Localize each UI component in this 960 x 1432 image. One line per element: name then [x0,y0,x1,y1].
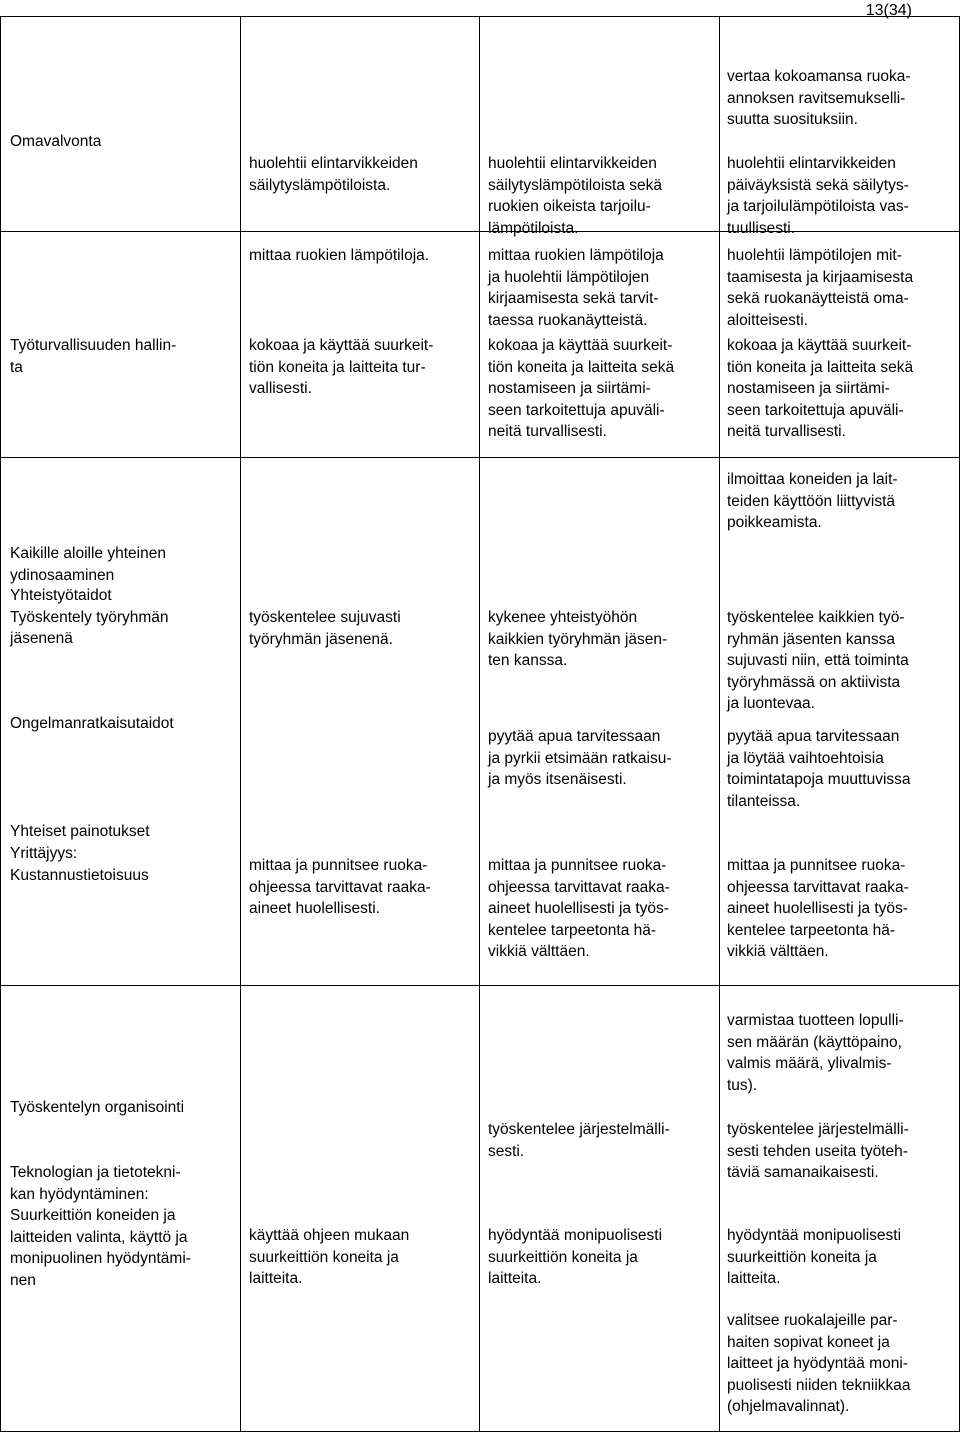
criteria-text: mittaa ja punnitsee ruoka- ohjeessa tarvittavat raaka- aineet huolellisesti ja työs- kentelee tarpeetonta hä- vikkiä välttäen. [488,857,670,960]
table-row-tyoturvallisuus [1,232,960,458]
criteria-cell-level-2 [480,986,720,1432]
criteria-text: mittaa ruokien lämpötiloja. [249,247,430,264]
criteria-text: vertaa kokoamansa ruoka- annoksen ravitsemukselli- suutta suosituksiin. [727,68,911,128]
criteria-cell-level-1 [241,232,480,458]
criteria-text: hyödyntää monipuolisesti suurkeittiön koneita ja laitteita. [727,1227,902,1287]
row-label: Yhteistyötaidot Työskentely työryhmän jäsenenä [10,587,169,647]
row-label: Työskentelyn organisointi [10,1099,185,1116]
table-row-tyoskentelyn-organisointi [1,986,960,1432]
criteria-cell-level-1 [241,17,480,232]
assessment-criteria-table [0,16,960,1432]
row-label: Ongelmanratkaisutaidot [10,715,174,732]
row-label: Teknologian ja tietotekni- kan hyödyntäminen: Suurkeittiön koneiden ja laitteiden valinta, käyttö ja monipuolinen hyödyntämi- nen [10,1164,191,1289]
criteria-text: työskentelee järjestelmälli- sesti. [488,1121,670,1160]
criteria-text: hyödyntää monipuolisesti suurkeittiön koneita ja laitteita. [488,1227,663,1287]
criteria-text: käyttää ohjeen mukaan suurkeittiön koneita ja laitteita. [249,1227,410,1287]
criteria-text: huolehtii lämpötilojen mit- taamisesta ja kirjaamisesta sekä ruokanäytteistä oma- aloitteisesti. [727,247,914,329]
criteria-text: huolehtii elintarvikkeiden säilytyslämpötiloista. [249,155,418,194]
criteria-text: työskentelee järjestelmälli- sesti tehden useita työteh- täviä samanaikaisesti. [727,1121,909,1181]
criteria-text: kokoaa ja käyttää suurkeit- tiön koneita ja laitteita sekä nostamiseen ja siirtämi- seen tarkoitettuja apuväli- neitä turvallisesti. [488,337,675,440]
row-label: Yrittäjyys: Kustannustietoisuus [10,845,149,884]
criteria-text: huolehtii elintarvikkeiden päiväyksistä sekä säilytys- ja tarjoilulämpötiloista vas- tuullisesti. [727,155,909,237]
criteria-text: varmistaa tuotteen lopulli- sen määrän (käyttöpaino, valmis määrä, ylivalmis- tus). [727,1012,904,1094]
criteria-text: valitsee ruokalajeille par- haiten sopivat koneet ja laitteet ja hyödyntää moni- puolisesti niiden tekniikkaa (ohjelmavalinnat). [727,1312,911,1415]
criteria-text: ilmoittaa koneiden ja lait- teiden käyttöön liittyvistä poikkeamista. [727,471,898,531]
criteria-text: työskentelee sujuvasti työryhmän jäsenenä. [249,609,401,648]
row-label: Yhteiset painotukset [10,823,150,840]
row-label-cell [1,458,241,986]
criteria-cell-level-1 [241,458,480,986]
criteria-cell-level-2 [480,232,720,458]
page-number: 13(34) [865,2,912,19]
criteria-text: pyytää apua tarvitessaan ja löytää vaihtoehtoisia toimintatapoja muuttuvissa tilanteissa. [727,728,911,810]
row-label: Työturvallisuuden hallin- ta [10,337,177,376]
criteria-cell-level-2 [480,458,720,986]
row-label-cell [1,986,241,1432]
row-label: Omavalvonta [10,133,102,150]
row-label-cell [1,17,241,232]
table-row-omavalvonta [1,17,960,232]
criteria-text: mittaa ja punnitsee ruoka- ohjeessa tarvittavat raaka- aineet huolellisesti ja työs- kentelee tarpeetonta hä- vikkiä välttäen. [727,857,909,960]
row-label-cell [1,232,241,458]
criteria-text: kokoaa ja käyttää suurkeit- tiön koneita ja laitteita sekä nostamiseen ja siirtämi- seen tarkoitettuja apuväli- neitä turvallisesti. [727,337,914,440]
criteria-cell-level-1 [241,986,480,1432]
criteria-text: huolehtii elintarvikkeiden säilytyslämpötiloista sekä ruokien oikeista tarjoilu- lämpötiloista. [488,155,663,237]
criteria-cell-level-3 [720,458,960,986]
criteria-text: mittaa ja punnitsee ruoka- ohjeessa tarvittavat raaka- aineet huolellisesti. [249,857,431,917]
criteria-cell-level-2 [480,17,720,237]
criteria-cell-level-3 [720,986,960,1432]
criteria-cell-level-3 [720,232,960,458]
table-row-ydinosaaminen [1,458,960,986]
criteria-text: työskentelee kaikkien työ- ryhmän jäsenten kanssa sujuvasti niin, että toiminta työryhmässä on aktiivista ja luontevaa. [727,609,909,712]
row-label: Kaikille aloille yhteinen ydinosaaminen [10,545,166,584]
criteria-cell-level-3 [720,17,960,237]
criteria-text: kokoaa ja käyttää suurkeit- tiön koneita ja laitteita tur- vallisesti. [249,337,434,397]
criteria-text: kykenee yhteistyöhön kaikkien työryhmän jäsen- ten kanssa. [488,609,668,669]
criteria-text: mittaa ruokien lämpötiloja ja huolehtii lämpötilojen kirjaamisesta sekä tarvit- taessa ruokanäytteistä. [488,247,664,329]
criteria-text: pyytää apua tarvitessaan ja pyrkii etsimään ratkaisu- ja myös itsenäisesti. [488,728,672,788]
